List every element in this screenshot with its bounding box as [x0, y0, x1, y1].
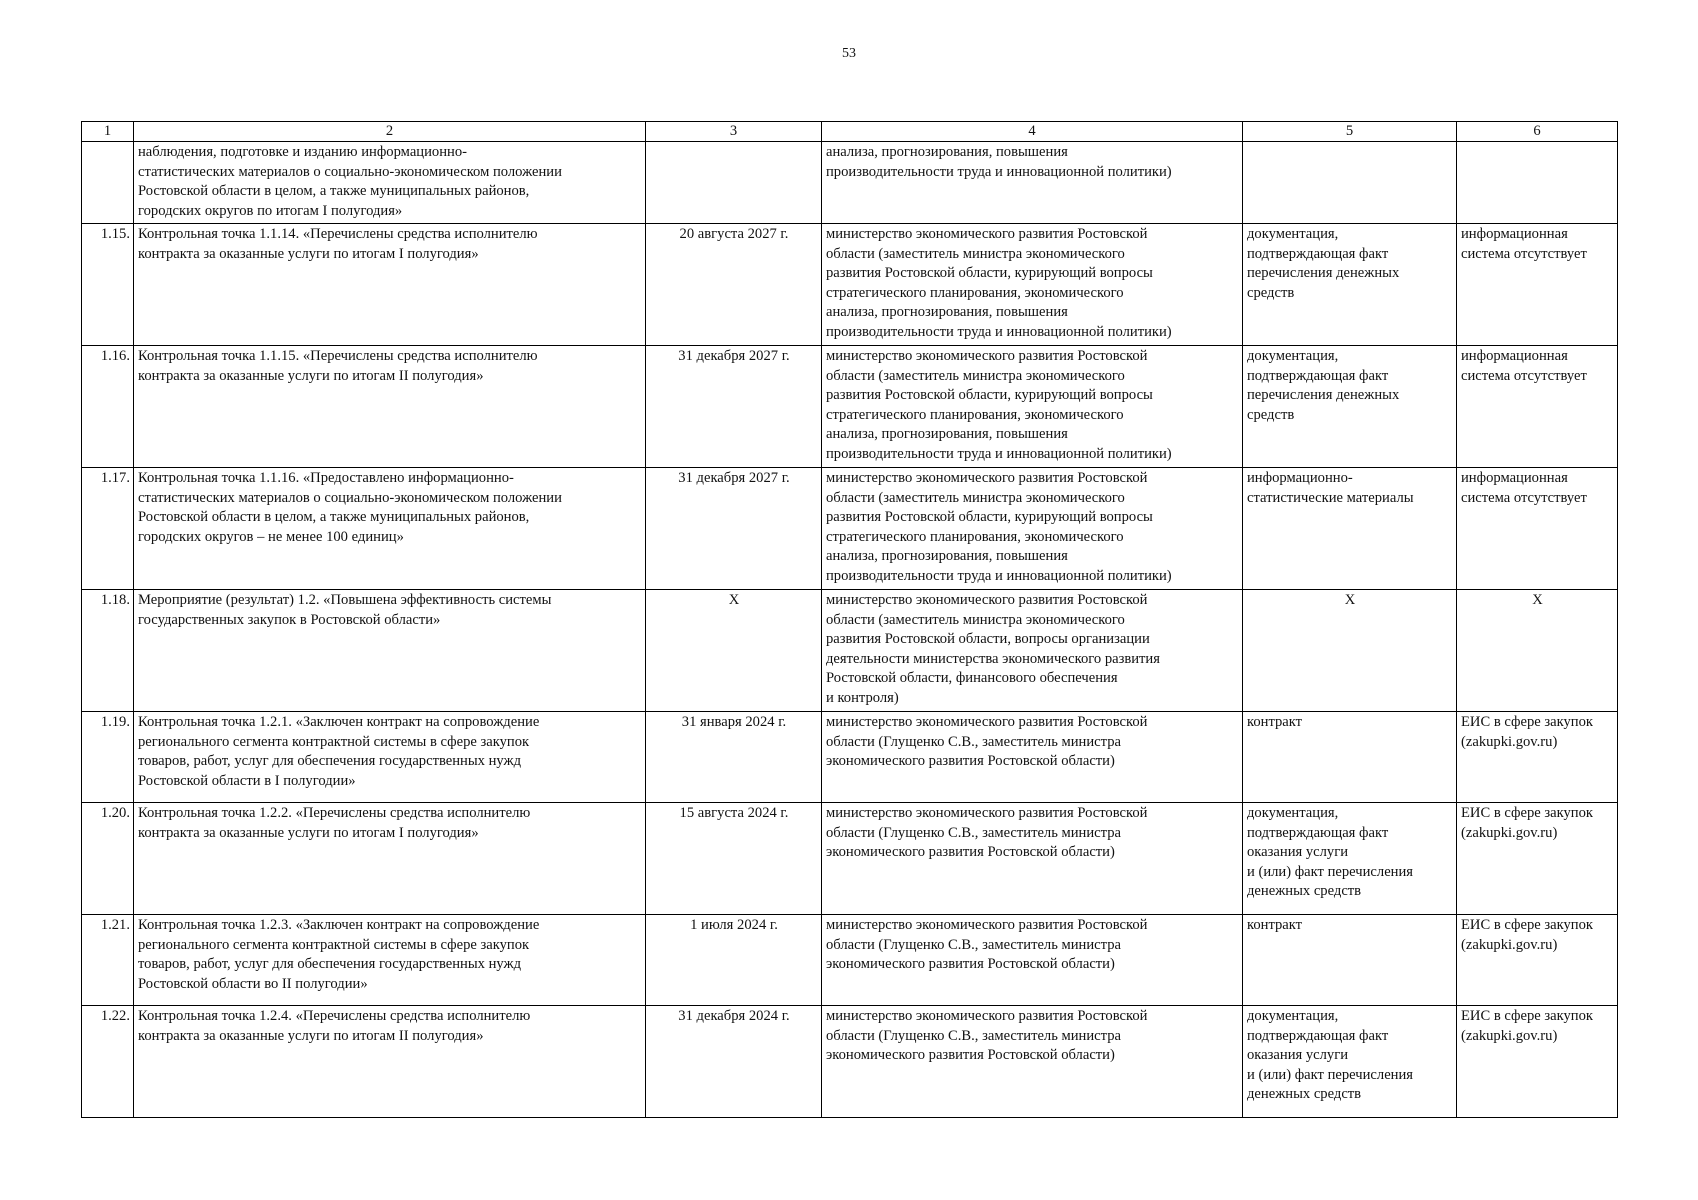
row-name: наблюдения, подготовке и изданию информационно- статистических материалов о социально-экономическом положении Ростовской области в целом, а также муниципальных районов, городских округов по итогам I полугодия»: [134, 142, 646, 224]
row-responsible: министерство экономического развития Ростовской области (заместитель министра экономического развития Ростовской области, курирующий вопросы стратегического планирования, экономического анализа, прогнозирования, повышения производительности труда и инновационной политики): [822, 346, 1243, 468]
row-system: информационная система отсутствует: [1457, 346, 1618, 468]
row-date: Х: [646, 590, 822, 712]
row-responsible: анализа, прогнозирования, повышения производительности труда и инновационной политики): [822, 142, 1243, 224]
row-responsible: министерство экономического развития Ростовской области (Глущенко С.В., заместитель министра экономического развития Ростовской области): [822, 803, 1243, 915]
row-date: 1 июля 2024 г.: [646, 915, 822, 1006]
column-header-5: 5: [1243, 122, 1457, 142]
row-name: Контрольная точка 1.2.4. «Перечислены средства исполнителю контракта за оказанные услуги по итогам II полугодия»: [134, 1006, 646, 1118]
column-number-row: [82, 122, 1618, 142]
row-date: 15 августа 2024 г.: [646, 803, 822, 915]
row-document: контракт: [1243, 915, 1457, 1006]
row-document: контракт: [1243, 712, 1457, 803]
row-system: информационная система отсутствует: [1457, 468, 1618, 590]
row-date: [646, 142, 822, 224]
table-row: [82, 224, 1618, 346]
row-system: ЕИС в сфере закупок (zakupki.gov.ru): [1457, 915, 1618, 1006]
row-number: 1.15.: [82, 224, 134, 346]
table-row: [82, 803, 1618, 915]
row-system: информационная система отсутствует: [1457, 224, 1618, 346]
row-date: 31 декабря 2027 г.: [646, 468, 822, 590]
row-system: Х: [1457, 590, 1618, 712]
table-row: [82, 468, 1618, 590]
row-number: 1.21.: [82, 915, 134, 1006]
row-system: ЕИС в сфере закупок (zakupki.gov.ru): [1457, 803, 1618, 915]
column-header-3: 3: [646, 122, 822, 142]
row-number: 1.19.: [82, 712, 134, 803]
column-header-4: 4: [822, 122, 1243, 142]
row-name: Контрольная точка 1.2.1. «Заключен контракт на сопровождение регионального сегмента контрактной системы в сфере закупок товаров, работ, услуг для обеспечения государственных нужд Ростовской области в I полугодии»: [134, 712, 646, 803]
row-responsible: министерство экономического развития Ростовской области (Глущенко С.В., заместитель министра экономического развития Ростовской области): [822, 915, 1243, 1006]
row-name: Контрольная точка 1.1.15. «Перечислены средства исполнителю контракта за оказанные услуги по итогам II полугодия»: [134, 346, 646, 468]
row-system: [1457, 142, 1618, 224]
row-date: 31 января 2024 г.: [646, 712, 822, 803]
row-responsible: министерство экономического развития Ростовской области (заместитель министра экономического развития Ростовской области, курирующий вопросы стратегического планирования, экономического анализа, прогнозирования, повышения производительности труда и инновационной политики): [822, 468, 1243, 590]
row-date: 31 декабря 2024 г.: [646, 1006, 822, 1118]
row-name: Контрольная точка 1.1.16. «Предоставлено информационно- статистических материалов о социально-экономическом положении Ростовской области в целом, а также муниципальных районов, городских округов – не менее 100 единиц»: [134, 468, 646, 590]
table-row: [82, 712, 1618, 803]
row-document: документация, подтверждающая факт перечисления денежных средств: [1243, 224, 1457, 346]
row-document: [1243, 142, 1457, 224]
row-number: 1.22.: [82, 1006, 134, 1118]
row-number: 1.17.: [82, 468, 134, 590]
table-row: [82, 590, 1618, 712]
row-system: ЕИС в сфере закупок (zakupki.gov.ru): [1457, 1006, 1618, 1118]
page-number: 53: [842, 46, 856, 61]
row-date: 20 августа 2027 г.: [646, 224, 822, 346]
row-document: документация, подтверждающая факт оказания услуги и (или) факт перечисления денежных средств: [1243, 1006, 1457, 1118]
column-header-1: 1: [82, 122, 134, 142]
row-document: документация, подтверждающая факт перечисления денежных средств: [1243, 346, 1457, 468]
row-responsible: министерство экономического развития Ростовской области (заместитель министра экономического развития Ростовской области, вопросы организации деятельности министерства экономического развития Ростовской области, финансового обеспечения и контроля): [822, 590, 1243, 712]
row-document: информационно- статистические материалы: [1243, 468, 1457, 590]
table-row: [82, 1006, 1618, 1118]
table-row: [82, 142, 1618, 224]
row-system: ЕИС в сфере закупок (zakupki.gov.ru): [1457, 712, 1618, 803]
row-name: Контрольная точка 1.2.2. «Перечислены средства исполнителю контракта за оказанные услуги по итогам I полугодия»: [134, 803, 646, 915]
row-responsible: министерство экономического развития Ростовской области (Глущенко С.В., заместитель министра экономического развития Ростовской области): [822, 712, 1243, 803]
row-date: 31 декабря 2027 г.: [646, 346, 822, 468]
row-number: 1.20.: [82, 803, 134, 915]
column-header-2: 2: [134, 122, 646, 142]
row-name: Контрольная точка 1.1.14. «Перечислены средства исполнителю контракта за оказанные услуги по итогам I полугодия»: [134, 224, 646, 346]
row-document: документация, подтверждающая факт оказания услуги и (или) факт перечисления денежных средств: [1243, 803, 1457, 915]
row-name: Мероприятие (результат) 1.2. «Повышена эффективность системы государственных закупок в Ростовской области»: [134, 590, 646, 712]
row-number: 1.16.: [82, 346, 134, 468]
row-document: Х: [1243, 590, 1457, 712]
column-header-6: 6: [1457, 122, 1618, 142]
row-responsible: министерство экономического развития Ростовской области (заместитель министра экономического развития Ростовской области, курирующий вопросы стратегического планирования, экономического анализа, прогнозирования, повышения производительности труда и инновационной политики): [822, 224, 1243, 346]
row-responsible: министерство экономического развития Ростовской области (Глущенко С.В., заместитель министра экономического развития Ростовской области): [822, 1006, 1243, 1118]
control-points-table: [81, 121, 1618, 1118]
row-name: Контрольная точка 1.2.3. «Заключен контракт на сопровождение регионального сегмента контрактной системы в сфере закупок товаров, работ, услуг для обеспечения государственных нужд Ростовской области во II полугодии»: [134, 915, 646, 1006]
row-number: 1.18.: [82, 590, 134, 712]
table-row: [82, 915, 1618, 1006]
table-row: [82, 346, 1618, 468]
row-number: [82, 142, 134, 224]
